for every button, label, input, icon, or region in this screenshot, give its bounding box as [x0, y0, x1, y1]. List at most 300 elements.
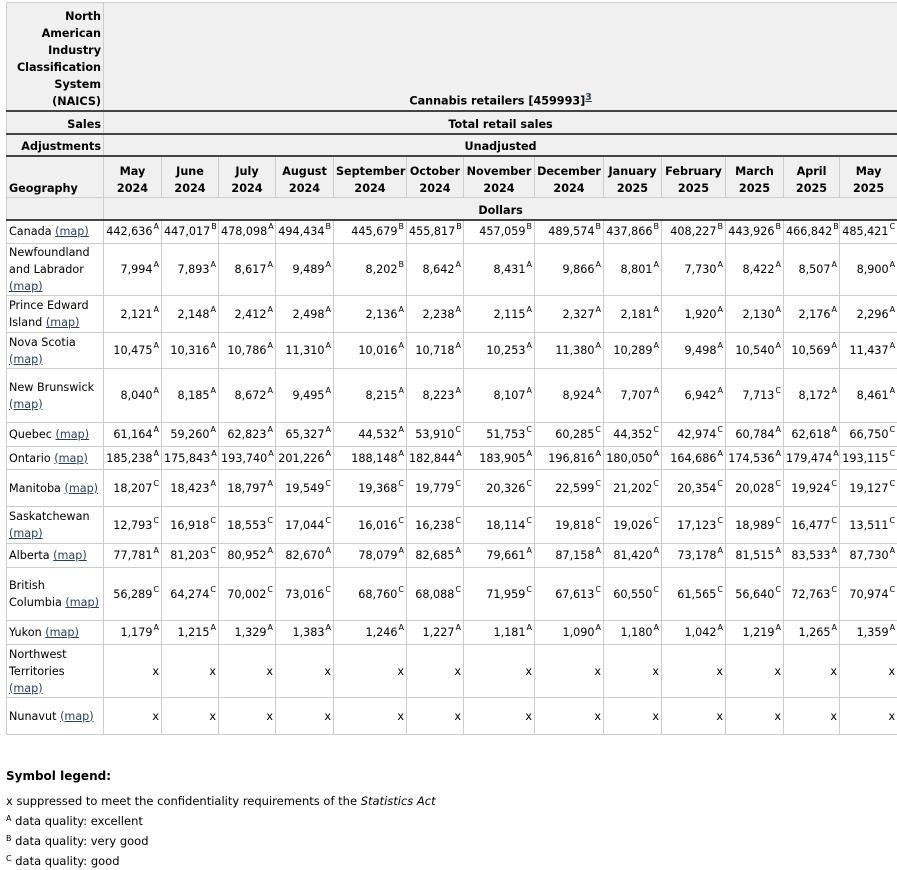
value-cell: [604, 369, 662, 423]
quality-flag: A: [154, 623, 159, 632]
geography-name: Nova Scotia: [9, 336, 76, 349]
value-text: 174,536: [728, 452, 774, 465]
naics-value-text: Cannabis retailers [459993]: [409, 95, 585, 108]
map-link[interactable]: (map): [46, 316, 80, 329]
value-text: 60,550: [613, 588, 652, 601]
month-year: 2024: [164, 180, 216, 197]
value-text: 61,164: [113, 428, 152, 441]
legend-text: data quality: excellent: [11, 814, 142, 828]
value-text: 8,642: [422, 263, 454, 276]
month-header: [219, 156, 276, 198]
geography-name: Prince Edward Island: [9, 299, 89, 329]
value-cell: [219, 698, 276, 735]
quality-flag: A: [268, 425, 273, 434]
table-row: [7, 447, 897, 470]
value-text: 18,207: [113, 482, 152, 495]
value-cell: [535, 220, 604, 244]
quality-flag: C: [398, 479, 404, 488]
geography-name: Yukon: [9, 626, 45, 639]
value-cell: [840, 244, 897, 296]
month-header: [104, 156, 162, 198]
quality-flag: C: [717, 425, 723, 434]
month-name: July: [221, 163, 273, 180]
value-cell: [407, 544, 464, 568]
map-link[interactable]: (map): [55, 225, 89, 238]
value-text: 68,760: [358, 588, 397, 601]
value-cell: [726, 470, 784, 507]
value-cell: [162, 423, 219, 447]
quality-flag: C: [153, 585, 159, 594]
quality-flag: A: [718, 449, 723, 458]
geography-cell: [7, 333, 104, 369]
quality-flag: A: [268, 386, 273, 395]
value-cell: [276, 423, 334, 447]
geography-cell: [7, 645, 104, 698]
value-text: 8,185: [177, 389, 209, 402]
value-cell: [662, 244, 726, 296]
value-text: x: [889, 710, 896, 723]
quality-flag: A: [596, 623, 601, 632]
value-cell: [276, 470, 334, 507]
legend-item: [6, 810, 436, 830]
adjustments-value: Unadjusted: [104, 134, 897, 156]
quality-flag: A: [326, 341, 331, 350]
table-row: [7, 698, 897, 735]
value-cell: [162, 621, 219, 645]
value-cell: [535, 470, 604, 507]
value-text: 10,289: [613, 344, 652, 357]
map-link[interactable]: (map): [9, 353, 43, 366]
quality-flag: C: [455, 425, 461, 434]
value-text: x: [266, 710, 273, 723]
quality-flag: A: [776, 341, 781, 350]
quality-flag: A: [456, 386, 461, 395]
quality-flag: A: [456, 341, 461, 350]
quality-flag: A: [268, 222, 273, 231]
value-cell: [662, 544, 726, 568]
quality-flag: C: [595, 479, 601, 488]
adjustments-label: Adjustments: [7, 134, 104, 156]
quality-flag: C: [775, 585, 781, 594]
quality-flag: A: [326, 260, 331, 269]
value-cell: [334, 544, 407, 568]
quality-flag: C: [653, 425, 659, 434]
month-year: 2024: [106, 180, 159, 197]
quality-flag: A: [654, 623, 659, 632]
value-text: 8,107: [493, 389, 525, 402]
value-text: 8,507: [798, 263, 830, 276]
value-cell: [464, 296, 535, 333]
map-link[interactable]: (map): [53, 549, 87, 562]
quality-flag: C: [526, 425, 532, 434]
value-text: 79,661: [486, 549, 525, 562]
value-text: 81,515: [735, 549, 774, 562]
value-text: x: [324, 665, 331, 678]
quality-flag: A: [527, 341, 532, 350]
value-text: 73,178: [677, 549, 716, 562]
value-text: 201,226: [278, 452, 324, 465]
quality-flag: C: [890, 585, 896, 594]
month-year: 2024: [537, 180, 601, 197]
map-link[interactable]: (map): [45, 626, 79, 639]
legend-text: data quality: very good: [12, 834, 149, 848]
month-name: May: [106, 163, 159, 180]
value-text: x: [594, 665, 601, 678]
quality-flag: A: [833, 449, 838, 458]
value-text: 19,026: [613, 519, 652, 532]
value-text: x: [716, 665, 723, 678]
value-text: 466,842: [786, 225, 832, 238]
value-cell: [334, 645, 407, 698]
quality-flag: C: [717, 585, 723, 594]
map-link[interactable]: (map): [54, 452, 88, 465]
value-cell: [162, 470, 219, 507]
quality-flag: A: [596, 305, 601, 314]
map-link[interactable]: (map): [65, 596, 99, 609]
value-text: x: [525, 710, 532, 723]
value-cell: [219, 423, 276, 447]
quality-flag: A: [718, 386, 723, 395]
quality-flag: C: [153, 516, 159, 525]
quality-flag: A: [527, 305, 532, 314]
value-cell: [162, 333, 219, 369]
value-text: x: [266, 665, 273, 678]
value-text: 193,115: [842, 452, 888, 465]
quality-flag: A: [527, 546, 532, 555]
quality-flag: B: [776, 222, 782, 231]
value-text: x: [209, 710, 216, 723]
value-cell: [219, 470, 276, 507]
value-cell: [407, 447, 464, 470]
value-cell: [784, 423, 840, 447]
value-cell: [407, 507, 464, 544]
value-text: 70,002: [227, 588, 266, 601]
value-text: 68,088: [415, 588, 454, 601]
value-text: 457,059: [479, 225, 525, 238]
value-text: 12,793: [113, 519, 152, 532]
quality-flag: B: [456, 222, 462, 231]
value-cell: [464, 369, 535, 423]
quality-flag: B: [654, 222, 660, 231]
value-text: 16,477: [791, 519, 830, 532]
value-text: 1,227: [422, 626, 454, 639]
quality-flag: A: [399, 305, 404, 314]
value-cell: [840, 544, 897, 568]
geography-name: New Brunswick: [9, 381, 94, 394]
value-text: 59,260: [170, 428, 209, 441]
quality-flag: A: [776, 260, 781, 269]
value-text: 83,533: [791, 549, 830, 562]
value-text: 489,574: [548, 225, 594, 238]
value-text: 81,203: [170, 549, 209, 562]
value-text: x: [209, 665, 216, 678]
geography-cell: [7, 544, 104, 568]
value-cell: [726, 645, 784, 698]
value-cell: [535, 296, 604, 333]
quality-flag: A: [456, 305, 461, 314]
value-cell: [840, 333, 897, 369]
value-text: 2,296: [857, 308, 889, 321]
footnote-3-link[interactable]: 3: [585, 92, 592, 103]
value-text: x: [716, 710, 723, 723]
value-text: 2,412: [234, 308, 266, 321]
quality-flag: C: [775, 479, 781, 488]
quality-flag: A: [268, 341, 273, 350]
geography-cell: [7, 369, 104, 423]
value-cell: [662, 220, 726, 244]
quality-flag: A: [654, 546, 659, 555]
value-text: 8,431: [493, 263, 525, 276]
map-link[interactable]: (map): [55, 428, 89, 441]
quality-flag: C: [325, 516, 331, 525]
value-text: 67,613: [555, 588, 594, 601]
quality-flag: A: [326, 449, 331, 458]
quality-flag: C: [153, 479, 159, 488]
value-text: x: [454, 710, 461, 723]
quality-flag: C: [526, 516, 532, 525]
value-text: 9,498: [684, 344, 716, 357]
legend-italic-text: Statistics Act: [361, 794, 436, 808]
value-text: 442,636: [106, 225, 152, 238]
value-cell: [535, 621, 604, 645]
value-cell: [104, 369, 162, 423]
value-cell: [604, 423, 662, 447]
quality-flag: C: [526, 479, 532, 488]
value-cell: [604, 698, 662, 735]
value-cell: [784, 244, 840, 296]
map-link[interactable]: (map): [9, 398, 43, 411]
value-cell: [464, 447, 535, 470]
quality-flag: C: [717, 516, 723, 525]
value-cell: [334, 568, 407, 621]
quality-flag: A: [211, 260, 216, 269]
map-link[interactable]: (map): [64, 482, 98, 495]
legend-items: [6, 793, 436, 870]
value-cell: [840, 220, 897, 244]
value-text: 56,289: [113, 588, 152, 601]
value-text: 408,227: [670, 225, 716, 238]
value-cell: [276, 621, 334, 645]
quality-flag: A: [399, 546, 404, 555]
month-header: [162, 156, 219, 198]
value-cell: [162, 296, 219, 333]
value-text: 78,079: [358, 549, 397, 562]
month-name: October: [409, 163, 461, 180]
value-text: 22,599: [555, 482, 594, 495]
table-row: [7, 621, 897, 645]
quality-flag: A: [776, 546, 781, 555]
quality-flag: A: [718, 623, 723, 632]
value-text: 445,679: [351, 225, 397, 238]
month-year: 2025: [842, 180, 895, 197]
geography-cell: [7, 470, 104, 507]
month-name: January: [606, 163, 659, 180]
quality-flag: A: [890, 305, 895, 314]
value-text: 62,618: [791, 428, 830, 441]
value-text: 19,818: [555, 519, 594, 532]
month-name: August: [278, 163, 331, 180]
value-cell: [840, 645, 897, 698]
value-text: x: [324, 710, 331, 723]
value-text: x: [152, 665, 159, 678]
quality-flag: C: [325, 479, 331, 488]
quality-flag: B: [596, 222, 602, 231]
value-text: 8,223: [422, 389, 454, 402]
quality-flag: A: [654, 449, 659, 458]
quality-flag: A: [399, 449, 404, 458]
quality-flag: C: [831, 516, 837, 525]
table-row: [7, 244, 897, 296]
naics-label-line: System: [9, 76, 101, 93]
legend-symbol: A: [6, 814, 11, 823]
value-cell: [407, 698, 464, 735]
quality-flag: A: [832, 305, 837, 314]
value-text: 20,028: [735, 482, 774, 495]
table-row: [7, 645, 897, 698]
quality-flag: A: [832, 623, 837, 632]
value-cell: [219, 568, 276, 621]
value-cell: [219, 220, 276, 244]
value-cell: [464, 544, 535, 568]
value-cell: [407, 621, 464, 645]
map-link[interactable]: (map): [9, 280, 43, 293]
value-cell: [219, 296, 276, 333]
value-cell: [334, 333, 407, 369]
quality-flag: A: [326, 623, 331, 632]
value-text: 188,148: [351, 452, 397, 465]
month-year: 2024: [278, 180, 331, 197]
quality-flag: A: [527, 260, 532, 269]
value-text: x: [889, 665, 896, 678]
value-cell: [464, 423, 535, 447]
geography-name: Ontario: [9, 452, 54, 465]
quality-flag: A: [832, 341, 837, 350]
quality-flag: A: [326, 386, 331, 395]
naics-label-line: Classification: [9, 59, 101, 76]
value-text: 66,750: [849, 428, 888, 441]
value-text: 64,274: [170, 588, 209, 601]
value-text: 70,974: [849, 588, 888, 601]
quality-flag: A: [832, 260, 837, 269]
value-cell: [662, 296, 726, 333]
table-header: [7, 3, 897, 220]
geography-name: Manitoba: [9, 482, 64, 495]
value-text: 19,779: [415, 482, 454, 495]
quality-flag: A: [890, 546, 895, 555]
quality-flag: A: [154, 305, 159, 314]
table-body: [7, 220, 897, 735]
quality-flag: B: [326, 222, 332, 231]
month-name: April: [786, 163, 837, 180]
quality-flag: A: [456, 546, 461, 555]
geography-name: Alberta: [9, 549, 53, 562]
naics-value: [104, 3, 897, 111]
value-text: 82,670: [285, 549, 324, 562]
value-text: 80,952: [227, 549, 266, 562]
value-cell: [535, 423, 604, 447]
legend-symbol: x: [6, 794, 13, 808]
geography-cell: [7, 447, 104, 470]
quality-flag: A: [154, 341, 159, 350]
value-cell: [104, 621, 162, 645]
quality-flag: A: [718, 546, 723, 555]
value-cell: [784, 507, 840, 544]
map-link[interactable]: (map): [60, 710, 94, 723]
map-link[interactable]: (map): [9, 682, 43, 695]
value-cell: [464, 333, 535, 369]
quality-flag: C: [455, 516, 461, 525]
value-text: 185,238: [106, 452, 152, 465]
map-link[interactable]: (map): [9, 527, 43, 540]
value-cell: [662, 369, 726, 423]
value-cell: [726, 447, 784, 470]
quality-flag: C: [890, 516, 896, 525]
value-text: 10,316: [170, 344, 209, 357]
value-cell: [535, 507, 604, 544]
value-cell: [276, 544, 334, 568]
value-cell: [334, 507, 407, 544]
value-text: 18,114: [486, 519, 525, 532]
value-cell: [840, 568, 897, 621]
month-year: 2024: [221, 180, 273, 197]
value-text: 72,763: [791, 588, 830, 601]
value-cell: [784, 698, 840, 735]
value-text: x: [397, 710, 404, 723]
value-cell: [726, 621, 784, 645]
quality-flag: C: [595, 425, 601, 434]
quality-flag: C: [455, 479, 461, 488]
value-text: 8,900: [857, 263, 889, 276]
value-text: 7,994: [120, 263, 152, 276]
geography-cell: [7, 423, 104, 447]
value-cell: [334, 369, 407, 423]
quality-flag: C: [890, 479, 896, 488]
value-cell: [219, 621, 276, 645]
value-text: x: [652, 665, 659, 678]
quality-flag: A: [268, 479, 273, 488]
value-text: 16,918: [170, 519, 209, 532]
quality-flag: A: [596, 546, 601, 555]
geography-name: Saskatchewan: [9, 510, 90, 523]
value-cell: [219, 507, 276, 544]
quality-flag: A: [211, 341, 216, 350]
value-cell: [407, 645, 464, 698]
month-year: 2025: [606, 180, 659, 197]
quality-flag: C: [775, 386, 781, 395]
value-text: 10,253: [486, 344, 525, 357]
table-row: [7, 220, 897, 244]
value-cell: [535, 544, 604, 568]
value-cell: [104, 544, 162, 568]
value-text: 443,926: [728, 225, 774, 238]
value-cell: [464, 244, 535, 296]
quality-flag: A: [776, 449, 781, 458]
legend-item: [6, 793, 436, 810]
value-text: 1,246: [365, 626, 397, 639]
value-text: x: [830, 665, 837, 678]
value-cell: [464, 568, 535, 621]
geography-name: Northwest Territories: [9, 648, 67, 678]
legend-item: [6, 850, 436, 870]
value-cell: [535, 447, 604, 470]
value-text: 18,797: [227, 482, 266, 495]
quality-flag: A: [718, 260, 723, 269]
month-name: December: [537, 163, 601, 180]
value-cell: [276, 507, 334, 544]
value-cell: [407, 423, 464, 447]
value-text: x: [152, 710, 159, 723]
quality-flag: C: [653, 479, 659, 488]
